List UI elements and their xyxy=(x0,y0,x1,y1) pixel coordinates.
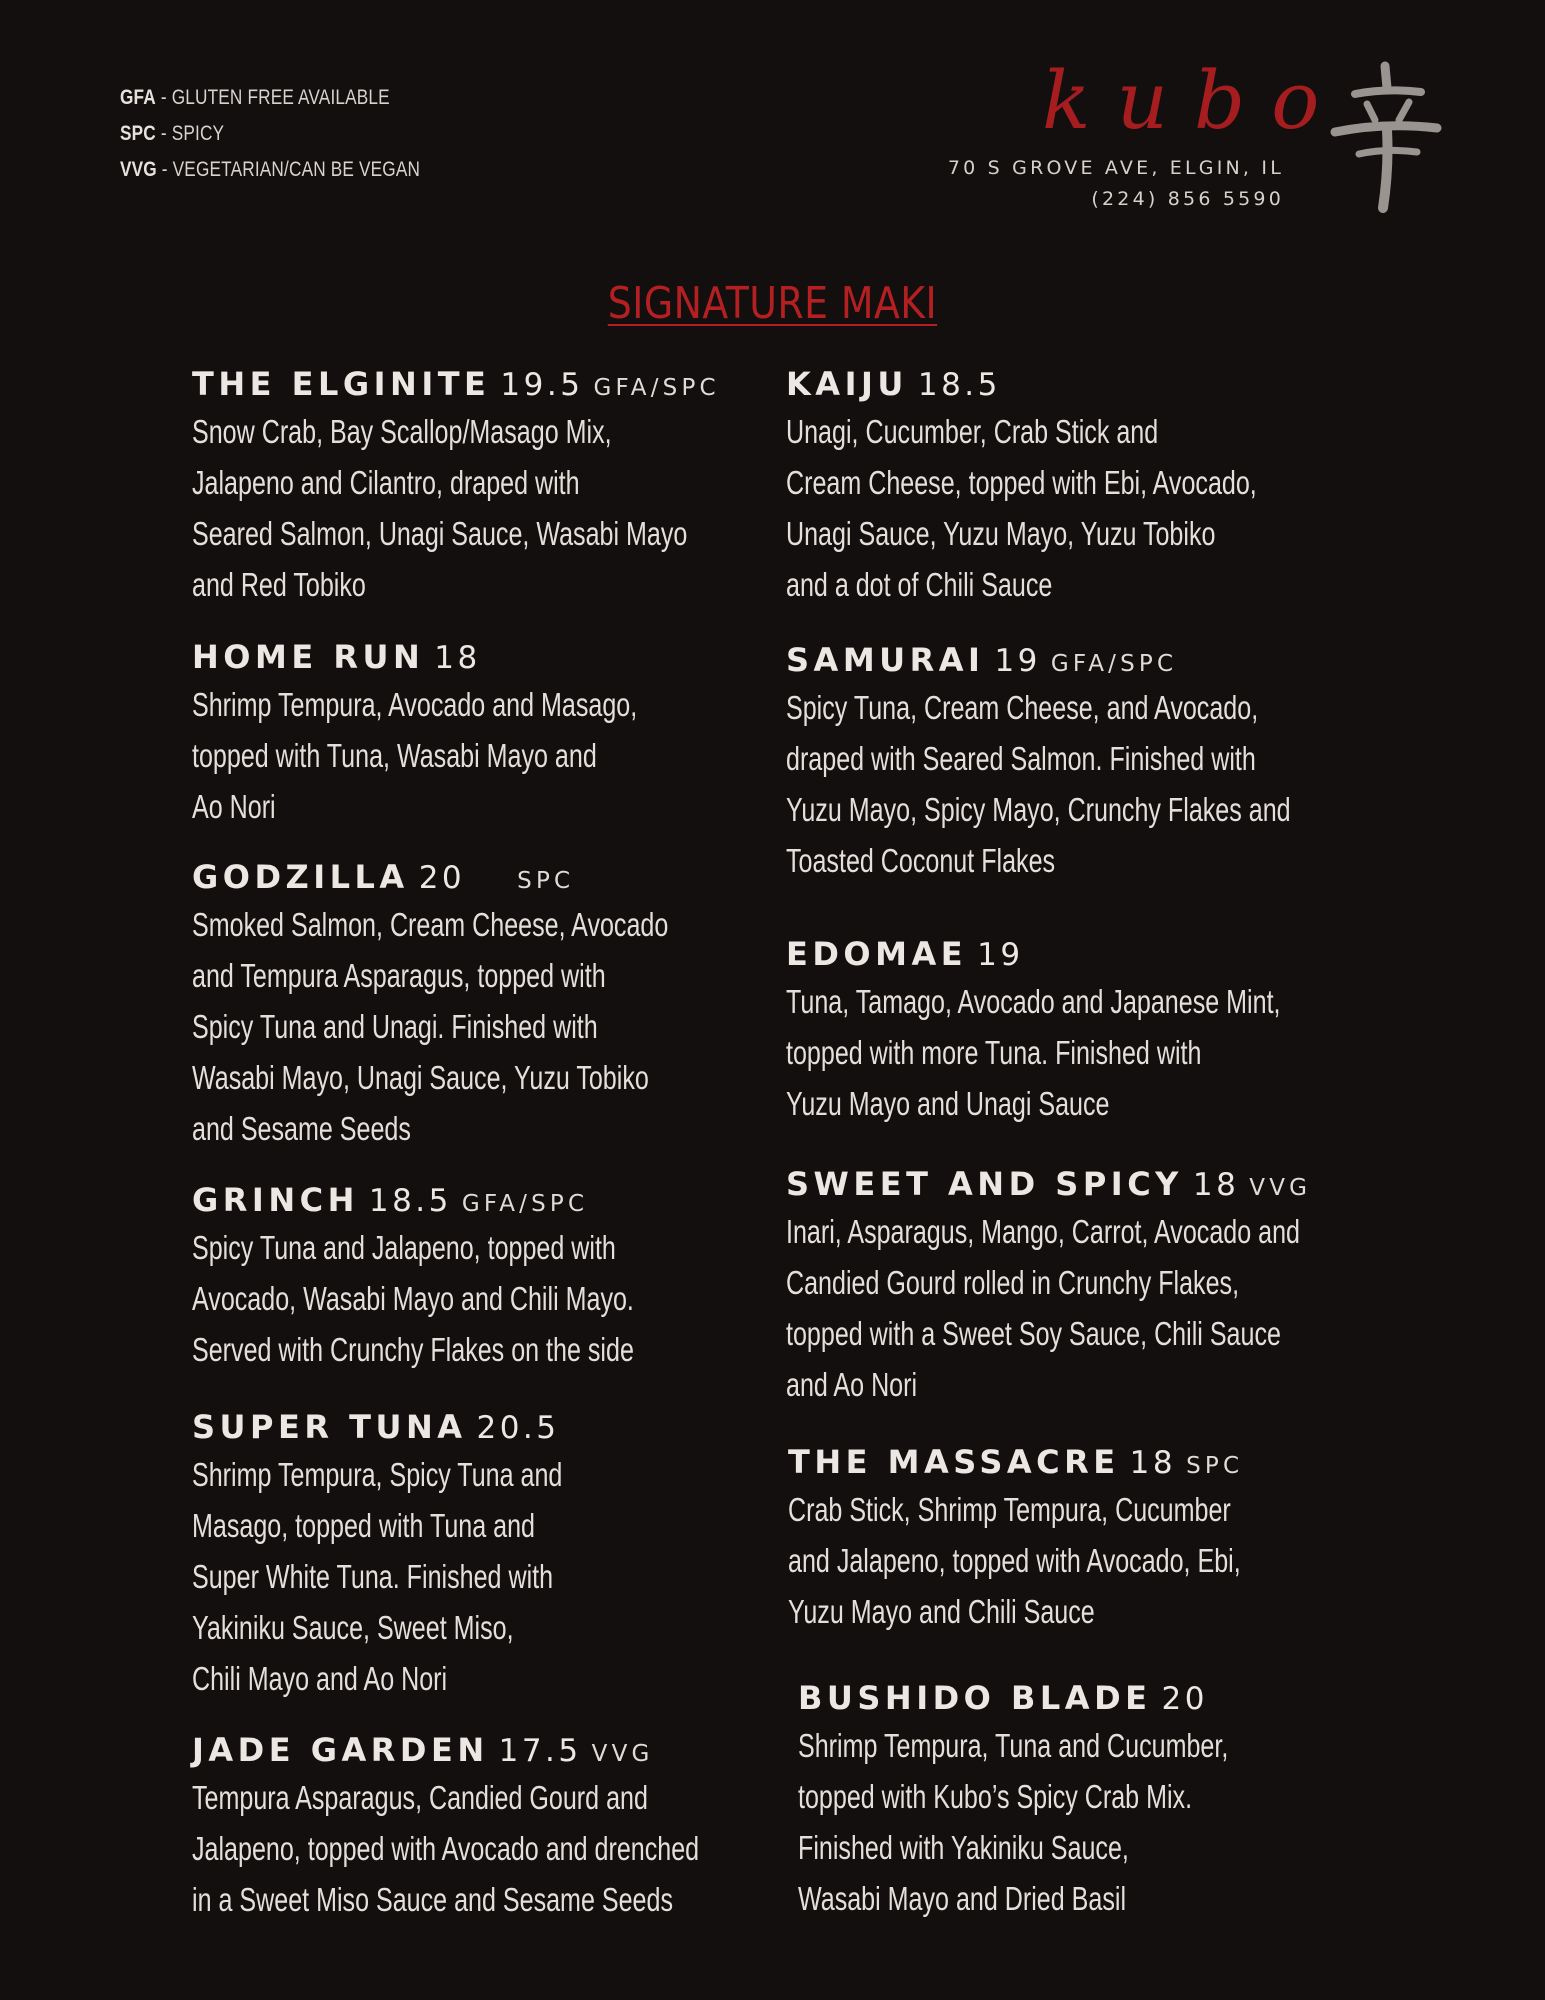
menu-item-description: Crab Stick, Shrimp Tempura, Cucumber and Jalapeno, topped with Avocado, Ebi, Yuzu Mayo and Chili Sauce xyxy=(788,1491,1241,1630)
menu-item-price: 19 xyxy=(994,643,1041,679)
menu-item-name: THE ELGINITE xyxy=(192,365,491,403)
menu-item-name: HOME RUN xyxy=(192,638,425,676)
menu-item-header xyxy=(192,855,792,899)
legend-row-gfa: GFA - GLUTEN FREE AVAILABLE xyxy=(120,86,390,109)
menu-item-edomae xyxy=(786,932,1386,1129)
brand-header xyxy=(947,54,1440,218)
menu-item-description: Snow Crab, Bay Scallop/Masago Mix, Jalapeno and Cilantro, draped with Seared Salmon, Unagi Sauce, Wasabi Mayo and Red Tobiko xyxy=(192,413,688,603)
menu-item-header xyxy=(192,1178,792,1222)
menu-item-bushido-blade xyxy=(798,1676,1398,1924)
menu-item-sweet-and-spicy xyxy=(786,1162,1386,1410)
menu-item-description: Shrimp Tempura, Tuna and Cucumber, topped with Kubo’s Spicy Crab Mix. Finished with Yakiniku Sauce, Wasabi Mayo and Dried Basil xyxy=(798,1727,1229,1917)
menu-item-name: SWEET AND SPICY xyxy=(786,1165,1183,1203)
menu-item-price: 18 xyxy=(434,640,481,676)
menu-item-header xyxy=(786,362,1386,406)
legend-row-spc: SPC - SPICY xyxy=(120,122,225,145)
menu-item-price: 20 xyxy=(1161,1681,1208,1717)
menu-item-tags: GFA/SPC xyxy=(461,1191,589,1217)
menu-item-description: Spicy Tuna and Jalapeno, topped with Avocado, Wasabi Mayo and Chili Mayo. Served with Crunchy Flakes on the side xyxy=(192,1229,634,1368)
kanji-logo-icon xyxy=(1325,58,1445,213)
menu-item-name: THE MASSACRE xyxy=(788,1443,1120,1481)
brand-contact xyxy=(948,153,1284,215)
menu-item-samurai xyxy=(786,638,1386,886)
menu-item-price: 18.5 xyxy=(368,1183,452,1219)
menu-item-price: 18 xyxy=(1192,1167,1240,1203)
menu-item-price: 18.5 xyxy=(917,367,1001,403)
menu-item-grinch xyxy=(192,1178,792,1375)
menu-item-godzilla xyxy=(192,855,792,1154)
menu-item-tags: SPC xyxy=(517,868,575,894)
menu-item-tags: SPC xyxy=(1186,1453,1244,1479)
menu-item-name: KAIJU xyxy=(786,365,908,403)
menu-item-the-massacre xyxy=(788,1440,1388,1637)
brand-address: 70 S GROVE AVE, ELGIN, IL xyxy=(947,157,1284,179)
menu-item-description: Unagi, Cucumber, Crab Stick and Cream Cheese, topped with Ebi, Avocado, Unagi Sauce, Yuzu Mayo, Yuzu Tobiko and a dot of Chili Sauce xyxy=(786,413,1257,603)
menu-item-description: Spicy Tuna, Cream Cheese, and Avocado, draped with Seared Salmon. Finished with Yuzu Mayo, Spicy Mayo, Crunchy Flakes and Toasted Coconut Flakes xyxy=(786,689,1291,879)
menu-item-price: 19.5 xyxy=(500,367,584,403)
menu-item-tags: GFA/SPC xyxy=(593,375,720,401)
menu-item-description: Shrimp Tempura, Avocado and Masago, topped with Tuna, Wasabi Mayo and Ao Nori xyxy=(192,686,638,825)
menu-item-tags: VVG xyxy=(591,1741,654,1767)
menu-item-price: 19 xyxy=(977,937,1024,973)
menu-item-price: 20 xyxy=(418,860,466,896)
menu-item-jade-garden xyxy=(192,1728,792,1925)
menu-item-price: 17.5 xyxy=(498,1733,582,1769)
menu-item-name: GRINCH xyxy=(192,1181,359,1219)
menu-item-header xyxy=(788,1440,1388,1484)
menu-item-name: SUPER TUNA xyxy=(192,1408,467,1446)
section-title-text: SIGNATURE MAKI xyxy=(607,278,938,329)
menu-item-kaiju xyxy=(786,362,1386,610)
section-title xyxy=(0,278,1545,329)
brand-logo: kubo xyxy=(1042,54,1346,147)
menu-item-home-run xyxy=(192,635,792,832)
menu-item-price: 20.5 xyxy=(476,1410,560,1446)
menu-item-description: Shrimp Tempura, Spicy Tuna and Masago, topped with Tuna and Super White Tuna. Finished with Yakiniku Sauce, Sweet Miso, Chili Mayo and Ao Nori xyxy=(192,1456,563,1697)
menu-item-header xyxy=(786,932,1386,976)
menu-item-name: JADE GARDEN xyxy=(192,1731,489,1769)
menu-item-header xyxy=(786,638,1386,682)
brand-phone: (224) 856 5590 xyxy=(1091,188,1284,210)
menu-item-name: BUSHIDO BLADE xyxy=(798,1679,1152,1717)
menu-item-description: Smoked Salmon, Cream Cheese, Avocado and Tempura Asparagus, topped with Spicy Tuna and Unagi. Finished with Wasabi Mayo, Unagi Sauce, Yuzu Tobiko and Sesame Seeds xyxy=(192,906,669,1147)
menu-item-the-elginite xyxy=(192,362,792,610)
menu-item-description: Inari, Asparagus, Mango, Carrot, Avocado and Candied Gourd rolled in Crunchy Flakes, topped with a Sweet Soy Sauce, Chili Sauce and Ao Nori xyxy=(786,1213,1300,1403)
menu-item-header xyxy=(192,635,792,679)
dietary-legend xyxy=(120,80,420,188)
menu-item-header xyxy=(798,1676,1398,1720)
menu-item-header xyxy=(192,1405,792,1449)
menu-item-header xyxy=(192,362,792,406)
menu-item-description: Tuna, Tamago, Avocado and Japanese Mint, topped with more Tuna. Finished with Yuzu Mayo and Unagi Sauce xyxy=(786,983,1281,1122)
legend-row-vvg: VVG - VEGETARIAN/CAN BE VEGAN xyxy=(120,158,421,181)
menu-item-tags: VVG xyxy=(1249,1175,1312,1201)
menu-item-name: GODZILLA xyxy=(192,858,409,896)
menu-item-header xyxy=(786,1162,1386,1206)
menu-item-price: 18 xyxy=(1129,1445,1177,1481)
menu-item-description: Tempura Asparagus, Candied Gourd and Jalapeno, topped with Avocado and drenched in a Sweet Miso Sauce and Sesame Seeds xyxy=(192,1779,700,1918)
menu-item-header xyxy=(192,1728,792,1772)
menu-item-name: SAMURAI xyxy=(786,641,985,679)
menu-item-tags: GFA/SPC xyxy=(1050,651,1178,677)
menu-item-name: EDOMAE xyxy=(786,935,968,973)
menu-item-super-tuna xyxy=(192,1405,792,1704)
